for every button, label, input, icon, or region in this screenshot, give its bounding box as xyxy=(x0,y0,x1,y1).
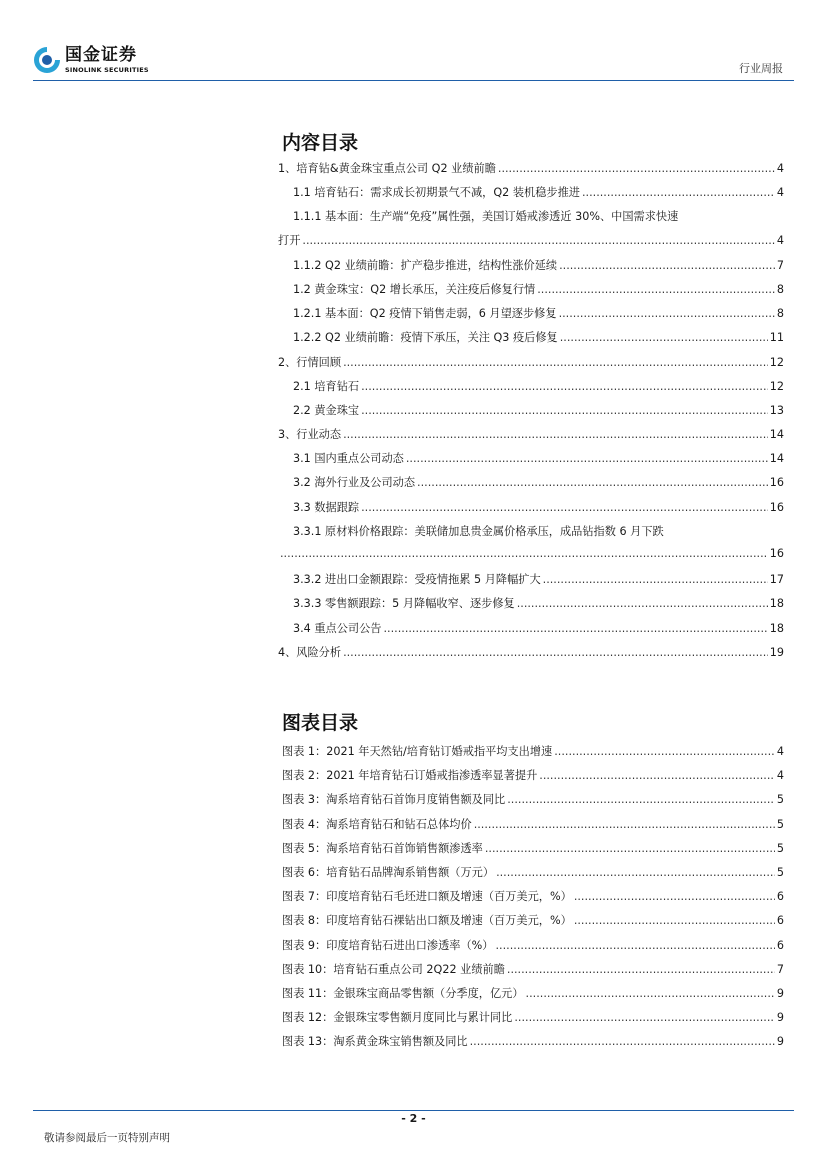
toc-entry[interactable] xyxy=(278,300,784,324)
figure-entry-page: 5 xyxy=(776,865,784,879)
document-type-label: 行业周报 xyxy=(739,62,783,75)
toc-entry[interactable] xyxy=(278,639,784,663)
toc-entry-text: 3.3 数据跟踪 xyxy=(293,500,360,514)
figure-entry-page: 7 xyxy=(776,962,784,976)
toc-entry-page: 14 xyxy=(769,452,784,466)
toc-entry-text: 2.1 培育钻石 xyxy=(293,379,360,393)
figure-entry-text: 图表 9：印度培育钻石进出口渗透率（%） xyxy=(282,938,494,952)
figure-entry[interactable] xyxy=(282,835,784,859)
toc-entry-text: 1.2.2 Q2 业绩前瞻：疫情下承压，关注 Q3 疫后修复 xyxy=(293,331,558,345)
figure-entry-page: 5 xyxy=(776,841,784,855)
toc-entry-text-cont: 打开 xyxy=(278,234,301,248)
toc-entry-page: 7 xyxy=(776,258,784,272)
toc-entry-page: 18 xyxy=(769,621,784,635)
toc-entry[interactable] xyxy=(278,518,784,566)
logo-english-name: SINOLINK SECURITIES xyxy=(65,65,149,74)
header-divider xyxy=(33,80,794,81)
figure-entry-page: 4 xyxy=(776,769,784,783)
company-logo xyxy=(33,46,149,74)
toc-entry[interactable] xyxy=(278,566,784,590)
figure-entry-page: 5 xyxy=(776,817,784,831)
toc-entry[interactable] xyxy=(278,349,784,373)
page-number: - 2 - xyxy=(401,1112,426,1125)
toc-entry-text: 1.1.1 基本面：生产端“免疫”属性强，美国订婚戒渗透近 30%、中国需求快速 xyxy=(293,210,679,224)
toc-entry[interactable] xyxy=(278,494,784,518)
toc-entry[interactable] xyxy=(278,252,784,276)
logo-chinese-name: 国金证券 xyxy=(65,44,137,65)
figure-entry[interactable] xyxy=(282,980,784,1004)
toc-entry[interactable] xyxy=(278,179,784,203)
figure-entry[interactable] xyxy=(282,811,784,835)
figure-list xyxy=(282,738,784,1052)
figure-entry[interactable] xyxy=(282,1004,784,1028)
toc-entry-text: 3.3.3 零售额跟踪：5 月降幅收窄、逐步修复 xyxy=(293,597,515,611)
toc-entry-page: 8 xyxy=(776,282,784,296)
toc-entry-page: 4 xyxy=(776,186,784,200)
toc-entry-text: 2.2 黄金珠宝 xyxy=(293,403,360,417)
toc-entry[interactable] xyxy=(278,469,784,493)
figure-entry-text: 图表 3：淘系培育钻石首饰月度销售额及同比 xyxy=(282,793,506,807)
figure-entry-text: 图表 12：金银珠宝零售额月度同比与累计同比 xyxy=(282,1011,513,1025)
toc-entry[interactable] xyxy=(278,421,784,445)
figure-entry[interactable] xyxy=(282,932,784,956)
figure-entry-text: 图表 8：印度培育钻石裸钻出口额及增速（百万美元，%） xyxy=(282,914,572,928)
figure-entry-page: 9 xyxy=(776,1035,784,1049)
figure-entry[interactable] xyxy=(282,883,784,907)
figure-entry-text: 图表 6：培育钻石品牌淘系销售额（万元） xyxy=(282,865,495,879)
figure-entry[interactable] xyxy=(282,762,784,786)
toc-entry-text: 1.1.2 Q2 业绩前瞻：扩产稳步推进，结构性涨价延续 xyxy=(293,258,558,272)
toc-entry-page: 14 xyxy=(769,428,784,442)
toc-entry-page: 11 xyxy=(769,331,784,345)
figure-entry[interactable] xyxy=(282,859,784,883)
toc-entry-page: 4 xyxy=(776,234,784,248)
toc-entry[interactable] xyxy=(278,445,784,469)
figure-entry-text: 图表 1：2021 年天然钻/培育钻订婚戒指平均支出增速 xyxy=(282,745,553,758)
toc-entry-text: 2、行情回顾 xyxy=(278,355,342,369)
toc-entry-page: 19 xyxy=(769,645,784,659)
figure-entry-text: 图表 13：淘系黄金珠宝销售额及同比 xyxy=(282,1035,468,1049)
toc-entry[interactable] xyxy=(278,615,784,639)
toc-entry-text: 4、风险分析 xyxy=(278,645,342,659)
toc-entry-page: 4 xyxy=(776,162,784,175)
figure-entry[interactable] xyxy=(282,907,784,931)
toc-entry[interactable] xyxy=(278,155,784,179)
toc-entry[interactable] xyxy=(278,203,784,251)
toc-entry-text: 1、培育钻&黄金珠宝重点公司 Q2 业绩前瞻 xyxy=(278,162,496,175)
toc-entry-page: 17 xyxy=(769,573,784,587)
figure-entry[interactable] xyxy=(282,738,784,762)
figure-entry[interactable] xyxy=(282,956,784,980)
toc-entry-text: 3.3.1 原材料价格跟踪：美联储加息贵金属价格承压，成品钻指数 6 月下跌 xyxy=(293,524,664,538)
figure-entry-page: 6 xyxy=(776,890,784,904)
toc-entry-text: 3、行业动态 xyxy=(278,428,342,442)
toc-entry-text: 3.4 重点公司公告 xyxy=(293,621,382,635)
figure-entry-page: 9 xyxy=(776,1011,784,1025)
toc-entry[interactable] xyxy=(278,276,784,300)
figure-entry-text: 图表 10：培育钻石重点公司 2Q22 业绩前瞻 xyxy=(282,962,505,976)
toc-entry[interactable] xyxy=(278,590,784,614)
footer-divider xyxy=(33,1110,794,1111)
toc-entry[interactable] xyxy=(278,324,784,348)
figure-entry-page: 6 xyxy=(776,938,784,952)
disclaimer-note: 敬请参阅最后一页特别声明 xyxy=(44,1132,170,1144)
toc-entry-page: 12 xyxy=(769,355,784,369)
toc-entry-page: 18 xyxy=(769,597,784,611)
toc-entry-text: 3.1 国内重点公司动态 xyxy=(293,452,404,466)
toc-entry-page: 16 xyxy=(769,546,784,560)
toc-list xyxy=(278,155,784,663)
figure-entry-page: 9 xyxy=(776,986,784,1000)
toc-entry[interactable] xyxy=(278,397,784,421)
figure-entry-text: 图表 4：淘系培育钻石和钻石总体均价 xyxy=(282,817,472,831)
figures-title: 图表目录 xyxy=(282,712,359,734)
toc-entry-page: 16 xyxy=(769,500,784,514)
figure-entry-text: 图表 7：印度培育钻石毛坯进口额及增速（百万美元，%） xyxy=(282,890,572,904)
toc-entry-text: 1.2.1 基本面：Q2 疫情下销售走弱，6 月望逐步修复 xyxy=(293,307,557,321)
figure-entry-text: 图表 5：淘系培育钻石首饰销售额渗透率 xyxy=(282,841,483,855)
toc-entry-page: 16 xyxy=(769,476,784,490)
toc-entry-page: 8 xyxy=(776,307,784,321)
toc-entry-text: 1.1 培育钻石：需求成长初期景气不减，Q2 装机稳步推进 xyxy=(293,186,580,200)
toc-entry-page: 13 xyxy=(769,403,784,417)
figure-entry[interactable] xyxy=(282,786,784,810)
logo-mark-icon xyxy=(33,46,61,74)
figure-entry-text: 图表 11：金银珠宝商品零售额（分季度，亿元） xyxy=(282,986,524,1000)
figure-entry[interactable] xyxy=(282,1028,784,1052)
figure-entry-page: 6 xyxy=(776,914,784,928)
toc-entry[interactable] xyxy=(278,373,784,397)
toc-title: 内容目录 xyxy=(282,132,359,154)
figure-entry-page: 5 xyxy=(776,793,784,807)
toc-entry-page: 12 xyxy=(769,379,784,393)
figure-entry-page: 4 xyxy=(776,745,784,758)
toc-entry-text: 3.2 海外行业及公司动态 xyxy=(293,476,416,490)
toc-entry-text: 3.3.2 进出口金额跟踪：受疫情拖累 5 月降幅扩大 xyxy=(293,573,541,587)
toc-entry-text: 1.2 黄金珠宝：Q2 增长承压，关注疫后修复行情 xyxy=(293,282,536,296)
figure-entry-text: 图表 2：2021 年培育钻石订婚戒指渗透率显著提升 xyxy=(282,769,538,783)
